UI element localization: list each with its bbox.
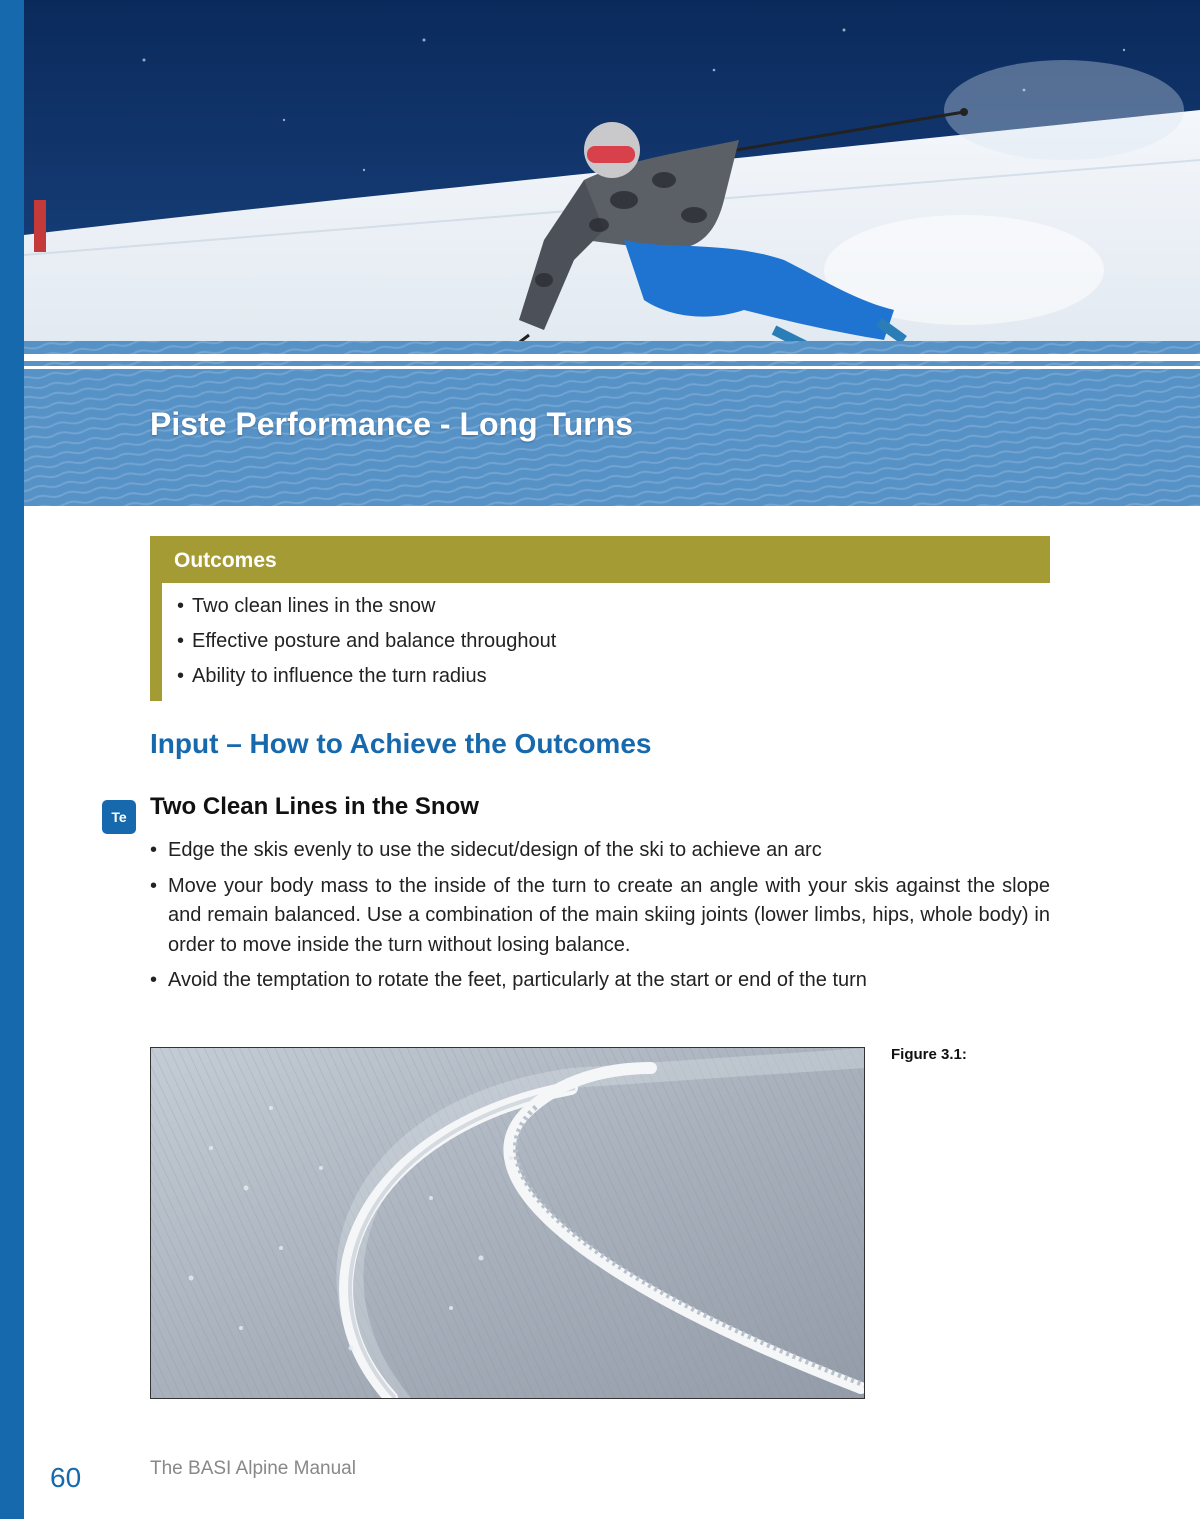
outcomes-box: [150, 536, 1050, 701]
figure-ski-tracks: [150, 1047, 865, 1399]
outcome-item: • Two clean lines in the snow: [177, 589, 1050, 624]
input-bullet: • Edge the skis evenly to use the sidecut/design of the ski to achieve an arc: [150, 836, 1050, 866]
input-bullet: • Avoid the temptation to rotate the feet, particularly at the start or end of the turn: [150, 966, 1050, 996]
ski-tracks-photo: [151, 1048, 864, 1398]
input-heading: Input – How to Achieve the Outcomes: [150, 728, 652, 759]
outcome-item: • Ability to influence the turn radius: [177, 659, 1050, 694]
figure-caption: Figure 3.1:: [891, 1046, 967, 1063]
hero-banner: [24, 0, 1200, 506]
outcomes-body: [150, 583, 1050, 701]
page-number: 60: [50, 1462, 82, 1493]
input-bullet-list: [150, 836, 1050, 1002]
manual-title: The BASI Alpine Manual: [150, 1458, 356, 1479]
input-bullet: • Move your body mass to the inside of the turn to create an angle with your skis against the slope and remain balanced. Use a combination of the main skiing joints (lower limbs, hips, whole body) in order to move inside the turn without losing balance.: [150, 872, 1050, 961]
outcome-item: • Effective posture and balance throughout: [177, 624, 1050, 659]
outcomes-heading: Outcomes: [150, 536, 1050, 583]
outcomes-list: [177, 589, 1050, 694]
page-title: Piste Performance - Long Turns: [150, 406, 634, 442]
technical-badge: Te: [102, 800, 136, 834]
two-clean-lines-heading: Two Clean Lines in the Snow: [150, 793, 479, 820]
page-spine: [0, 0, 24, 1519]
